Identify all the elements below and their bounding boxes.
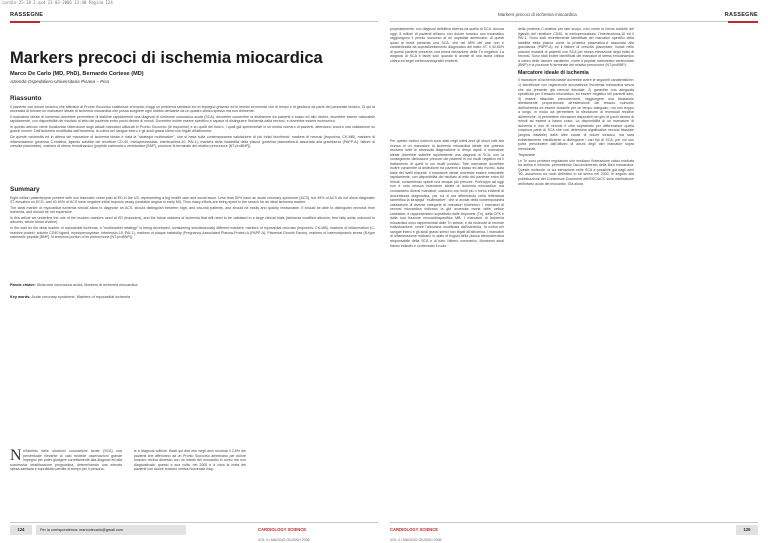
left-page-header bbox=[10, 9, 378, 22]
journal-name: CARDIOLOGY SCIENCE bbox=[258, 527, 307, 532]
abstract-heading: Riassunto bbox=[10, 95, 42, 102]
body-text: della proteina C-reattiva per tale scopo, così come la forma solubile del ligando del recettore CD40, la mieloperossidasi, l'interleuchina-10 ed il PAI-1. Sono stati recentemente identificati dei marcatori specifici della stabilità della placca come la proteina plasmatica-A associata alla gravidanza (PAPP-A) ed il fattore di crescita placentare; isolati nelle placche instabili di pazienti con SCA per senza elevazione degli indici di necrosi. Sono stati inoltre identificati dei marcatori di stress emodinamico a carico delle camere cardiache, come il peptide natriuretico ventricolare (BNP) e la porzione N-terminale del relativo precursore (NT-proBNP). bbox=[518, 27, 634, 68]
keywords-english bbox=[10, 295, 375, 299]
body-text: propriatamente, con diagnosi definitiva diversa da quella di SCA. Ancora oggi, 8 milioni di pazienti all'anno con dolore toracico non traumatico raggiungono il pronto soccorso di un ospedale americano: di questi quasi la metà presenta una SCA, che nel 85% dei casi non è caratterizzata da sopraslivellamento diagnostico del tratto ST. Il 40-60% di questi pazienti presenta una prima rilevazione della Tn negativa. La diagnosi di SCA è facile solo quando si avvale di una storia clinica chiara ed segni elettrocardiografici evidenti. bbox=[390, 27, 504, 63]
header-accent-bar bbox=[728, 21, 758, 23]
running-title: Markers precoci di ischemia miocardica bbox=[498, 12, 577, 17]
summary-paragraph: The ideal marker of myocardial ischemia should allow to diagnose an ACS, should distinguish between high- and low-risk patients, and should be easily and quickly measurable. It should be able to distinguish necrosis from ischemia, and should be not expensive. bbox=[10, 206, 375, 215]
abstract-paragraph: Il marcatore ideale di ischemia dovrebbe permettere di stabilire rapidamente una diagnosi di sindrome coronarica acuta (SCA), dovrebbe consentire la distinzione tra pazienti a basso ed alto rischio, dovrebbe essere misurabile rapidamente, con disponibilità del risultato al letto del paziente entro pochi decine di minuti. Dovrebbe inoltre essere specifico e capace di distinguere l'ischemia dalla necrosi, e dovrebbe essere economico. bbox=[10, 115, 375, 124]
summary-paragraph: In this article we underline the role of the modern markers used at ED (troponins), and the future markers of ischemia that still need to be validated in a large clinical trials (ischemia modified albumin, free fatty acids unbound to albumin, whole blood choline). bbox=[10, 216, 375, 225]
keywords-en-value: Acute coronary syndrome, Markers of myocardial ischemia bbox=[31, 295, 131, 299]
abstract-text bbox=[10, 105, 375, 150]
abstract-paragraph: In questo articolo viene focalizzata l'attenzione sugli attuali marcatori utilizzati in Pronto Soccorso (le troponine) e su quelli del futuro, i quali già sperimentati in un'ombra numero di pazienti, attendono ancora una validazione su grandi numeri. Dall'ischemia modificata dall'ischemia, la colina nel sangue intero e gli acidi grassi sierici non legati all'albumina. bbox=[10, 125, 375, 134]
page-number: 124 bbox=[10, 525, 32, 535]
header-accent-bar bbox=[10, 21, 40, 23]
body-column-5 bbox=[518, 27, 634, 186]
section-tag: RASSEGNE bbox=[724, 12, 758, 18]
summary-text bbox=[10, 196, 375, 241]
subsection-heading-troponine: Troponine bbox=[518, 153, 535, 158]
keywords-italian bbox=[10, 283, 375, 287]
page-number: 125 bbox=[736, 525, 758, 535]
correspondence-note: Per la corrispondenza: marcodecarlo@gmail.com bbox=[36, 525, 186, 535]
footer-rule bbox=[10, 522, 378, 523]
body-text: le e diagnosi critiche. Basti qui dire che negli anni novanta il 2-5% dei pazienti che afferivano ad un Pronto Soccorso americano per dolore toracico veniva dimesso con un infarto del miocardio in corso ma non diagnosticato; questo a sua volta, nel 2000 e a circa la metà dei pazienti con dolore toracico veniva ricoverata inap- bbox=[134, 449, 246, 472]
body-column-4 bbox=[390, 139, 504, 248]
body-text: Il marcatore di ischemia ideale dovrebbe avere le seguenti caratteristiche: 1) identificare con ragionevole accuratezza l'ischemia miocardica senza che sia presente già necrosi tissutale; 2) garantire una adeguata specificità per il tessuto miocardico, ed essere negativo nei pazienti sani; 3) essere rilasciato precocemente, raggiungere una titolazione direttamente proporzionale all'estensione del tessuto coinvolto dall'ischemia ed essere dosabile per un tempo adeguato, ma non troppo a lungo, in modo da permettere la rilevazione di eventuali recidive ischemiche; 4) permettere rilevazioni disponibili nel giro di pochi decine di minuti ad essere a basso costo. La disponibilità di un marcatore di ischemia e non di necrosi è utile soprattutto per differenziare quella cospicua parte di SCA che non determina significativa necrosi tissutale (angina instabile) dalle altre cause di dolore toracico, ma sarà evidentemente insufficiente a distinguere i vari tipi di SCA, per cui non potrà prescindere dall'utilizzo di alcuni degli altri marcatori sopra menzionati. bbox=[518, 78, 634, 151]
journal-volume: VOL 4 • MAGGIO-GIUGNO 2006 bbox=[258, 538, 310, 542]
journal-name: CARDIOLOGY SCIENCE bbox=[390, 527, 439, 532]
drop-cap: N bbox=[10, 447, 22, 464]
summary-heading: Summary bbox=[10, 186, 40, 193]
footer-rule bbox=[390, 522, 758, 523]
body-column-1 bbox=[10, 449, 122, 472]
body-text: ell'ambito delle sindromi coronariche acute (SCA) una percentuale rilevante di casi richiede osservazioni grande impegno per poter giungere correttamente alla diagnosi ed alla successiva stratificazione prognostica, determinando una elevata spesa sanitaria e soprattutto perdite di tempo per il persona- bbox=[10, 449, 122, 472]
right-page bbox=[390, 9, 758, 542]
keywords-en-label: Key words: bbox=[10, 295, 31, 299]
journal-volume: VOL 4 • MAGGIO-GIUGNO 2006 bbox=[390, 538, 442, 542]
left-page bbox=[10, 9, 378, 542]
section-tag: RASSEGNE bbox=[10, 12, 44, 18]
body-column-2 bbox=[134, 449, 246, 472]
body-column-3 bbox=[390, 27, 504, 63]
print-slug: cardio 25-28 2.qxd 23-03-2006 13:40 Pagina 124 bbox=[2, 0, 113, 5]
body-text: Per questo motivo notevoli sono stati negli ultimi anni gli sforzi volti alla ricerca di un marcatore di ischemia miocardica ideale che potesse risolvere tutte le necessità diagnostiche in tempi rapidi. Il marcatore ideale dovrebbe stabilire rapidamente una diagnosi di SCA, con la conseguente dimissione precoce dei pazienti in cui risulti negativo ed il trattamento di quelli in cui risulti positivo. Tale marcatore dovrebbe inoltre consentire la distinzione tra pazienti a basso ed alto rischio, sulla base dei livelli misurati. Il marcatore ideale dovrebbe essere misurabile rapidamente, con disponibilità del risultato al letto del paziente entro 60 minuti, consentendo quindi una terapia più precoce. Purtroppo ad oggi non è noto nessun marcatore ideale di ischemia miocardica, ma conosciamo diversi marcatori, ciascuno con limiti più o meno evidenti di accuratezza diagnostica, per cui si sta affermando nella letteratura scientifica la strategia "multimarker", che si avvale della contemporanea valutazione di diverse categorie di marcatori biochimici. I marcatori di necrosi miocardica indicano la già avvenuta morte delle cellule cardiache, e rappresentano soprattutto dalle troponine (Tn), dalla CPK e dalla sua frazione miocardiospecifica MB. I marcatori di ischemia miocardica sono rappresentati dalle Tn stesse, e da molecole di recente individuazione, come l'albumina modificata dall'ischemia, la colina nel sangue intero e gli acidi grassi sierici non legati all'albumina. I marcatori di infiammazione indicano lo stato di flogosi della placca aterosclerotica responsabile della SCA e di tutto l'albero coronarico. Numerosi studi hanno indicato e confermato il ruolo bbox=[390, 139, 504, 248]
keywords-it-label: Parole chiave: bbox=[10, 283, 36, 287]
article-authors: Marco De Carlo (MD, PhD), Bernardo Cortese (MD) bbox=[10, 71, 144, 77]
summary-paragraph: Eight million patients/year present with non traumatic chest pain at ED in the US, representing a big health care and social issue. Less than 50% have an acute coronary syndrome (ACS), but 49% of ACS do not show diagnostic ST elevation on ECG, and 40-60% of ACS have negative initial troponin assay (unstable angina or early MI). Thus many efforts are being spent in the search for an ideal ischemia marker. bbox=[10, 196, 375, 205]
body-text: Le Tn sono proteine regolatorie che mediano l'interazione calcio-mediata tra actina e miosina, permettendo l'accorciamento della fibra miocardica. Queste molecole, la cui elevazione nelle SCA è possibile già dagli anni '90, assumono un ruolo definitivo in tal senso nel 2000, in seguito alla pubblicazione del Consensus Document dell'ESC/ACC sulla ridefinizione dell'infarto acuto del miocardio. Già allora bbox=[518, 158, 634, 186]
abstract-paragraph: Il paziente con dolore toracico che afferisce al Pronto Soccorso costituisce al mondo d'oggi un problema sanitario ed un impegno gravoso ed in termini economici che di tempo e di gestione da parte del personale medico. Di qui la necessità di trovare un marcatore ideale di ischemia miocardica che possa scegliere ogni dubbio derivante da un quadro clinico spesso ma non dirimente. bbox=[10, 105, 375, 114]
summary-paragraph: In the wait for the ideal marker of myocardial ischemia, a "multimarker strategy" is being developed, considering simultaneously different markers: markers of myocardial necrosis (troponins, CK-MB), markers of inflammation (C-reactive protein, soluble CD40 ligand, myeloperoxydase, interleukin-10, PAI-1), markers of plaque instability (Pregnancy-Associated Plasma-Protein-A (PAPP-A), Placental Growth Factor), markers of haemodynamic stress (B-type natriuretic peptide [BNP], N-terminus portion of its prohormone [NT-proBNP]). bbox=[10, 226, 375, 239]
right-page-header bbox=[390, 9, 758, 22]
article-title: Markers precoci di ischemia miocardica bbox=[10, 49, 323, 67]
section-heading-ideal-marker: Marcatore ideale di ischemia bbox=[518, 69, 589, 76]
abstract-paragraph: Da queste necessità ed in attesa del marcatore di ischemia ideale è nata la "strategia multimarker", che si basa sulla contemporanea valutazione di più indici biochimici: markers di necrosi (troponina, CK-MB), markers di infiammazione (proteina C-reattiva, ligando solubile del recettore CD-40, mieloperossidasi, interleuchina-10, PAI-1), markers della instabilità della placca (proteina plasmatica-A associata alla gravidanza (PAPP-A), fattore di crescita placentare), markers di stress emodinamico (peptide natriuretico ventricolare [BNP], porzione N-terminale del relativo precursore [NT-proBNP]). bbox=[10, 135, 375, 148]
article-affiliation: Azienda Ospedaliero-Universitaria Pisana – Pisa bbox=[10, 79, 110, 84]
keywords-it-value: Sindrome coronarica acuta, Markers di ischemia miocardica bbox=[36, 283, 138, 287]
